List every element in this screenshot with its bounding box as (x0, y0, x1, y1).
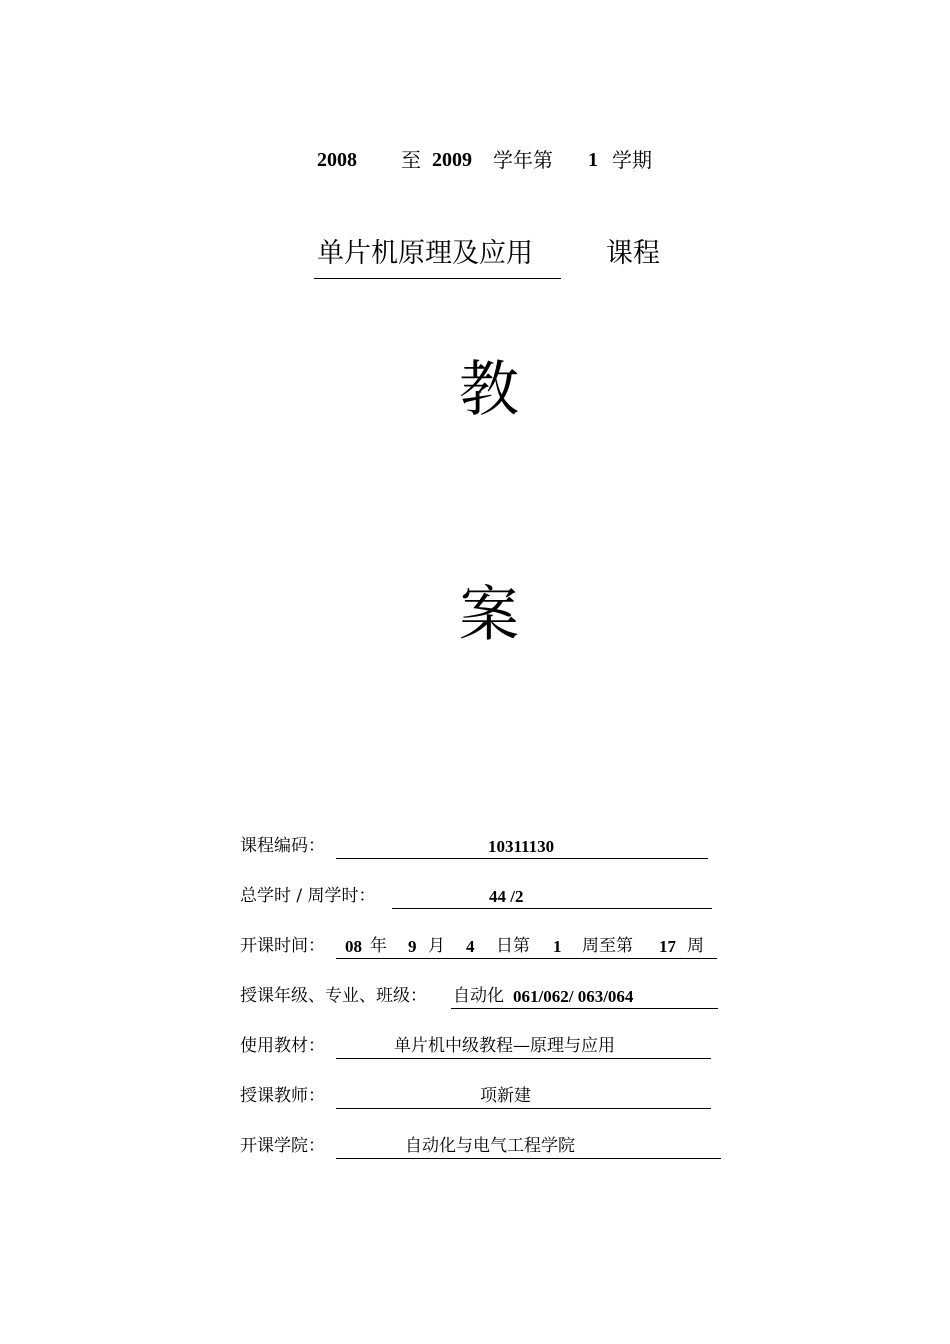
class-major: 自动化 (453, 986, 504, 1006)
hours-label: 总学时 / 周学时： (240, 886, 376, 906)
college-value: 自动化与电气工程学院 (405, 1136, 575, 1156)
hours-value: 44 /2 (489, 887, 524, 906)
title-char-jiao: 教 (459, 355, 519, 425)
hours-underline (392, 908, 712, 909)
course-code-label: 课程编码： (240, 836, 325, 856)
term-year-end: 2009 (432, 149, 472, 171)
term-year-start: 2008 (317, 149, 357, 171)
textbook-underline (336, 1058, 711, 1059)
class-label: 授课年级、专业、班级： (240, 986, 427, 1006)
term-semester-num: 1 (588, 149, 598, 171)
college-underline (336, 1158, 721, 1159)
college-label: 开课学院： (240, 1136, 325, 1156)
schedule-week-unit: 周 (687, 936, 704, 956)
term-semester: 学期 (612, 148, 652, 172)
schedule-week-start: 1 (553, 937, 562, 956)
course-name-underline (314, 278, 561, 279)
teacher-label: 授课教师： (240, 1086, 325, 1106)
textbook-value: 单片机中级教程—原理与应用 (394, 1036, 615, 1056)
class-numbers: 061/062/ 063/064 (513, 987, 634, 1006)
schedule-underline (336, 958, 717, 959)
teacher-value: 项新建 (480, 1086, 531, 1106)
schedule-day: 4 (466, 937, 475, 956)
course-code-value: 10311130 (488, 837, 555, 856)
title-char-an: 案 (459, 580, 519, 650)
course-code-underline (336, 858, 708, 859)
schedule-month-unit: 月 (428, 936, 445, 956)
schedule-year: 08 (345, 937, 362, 956)
schedule-label: 开课时间： (240, 936, 325, 956)
class-underline (451, 1008, 718, 1009)
schedule-week-mid: 周至第 (582, 936, 633, 956)
textbook-label: 使用教材： (240, 1036, 325, 1056)
course-name: 单片机原理及应用 (317, 238, 533, 269)
schedule-year-unit: 年 (370, 936, 387, 956)
term-academic-year: 学年第 (493, 148, 553, 172)
teacher-underline (336, 1108, 711, 1109)
schedule-day-unit: 日第 (496, 936, 530, 956)
term-to: 至 (401, 148, 421, 172)
course-suffix: 课程 (606, 238, 660, 269)
schedule-week-end: 17 (659, 937, 676, 956)
schedule-month: 9 (408, 937, 417, 956)
